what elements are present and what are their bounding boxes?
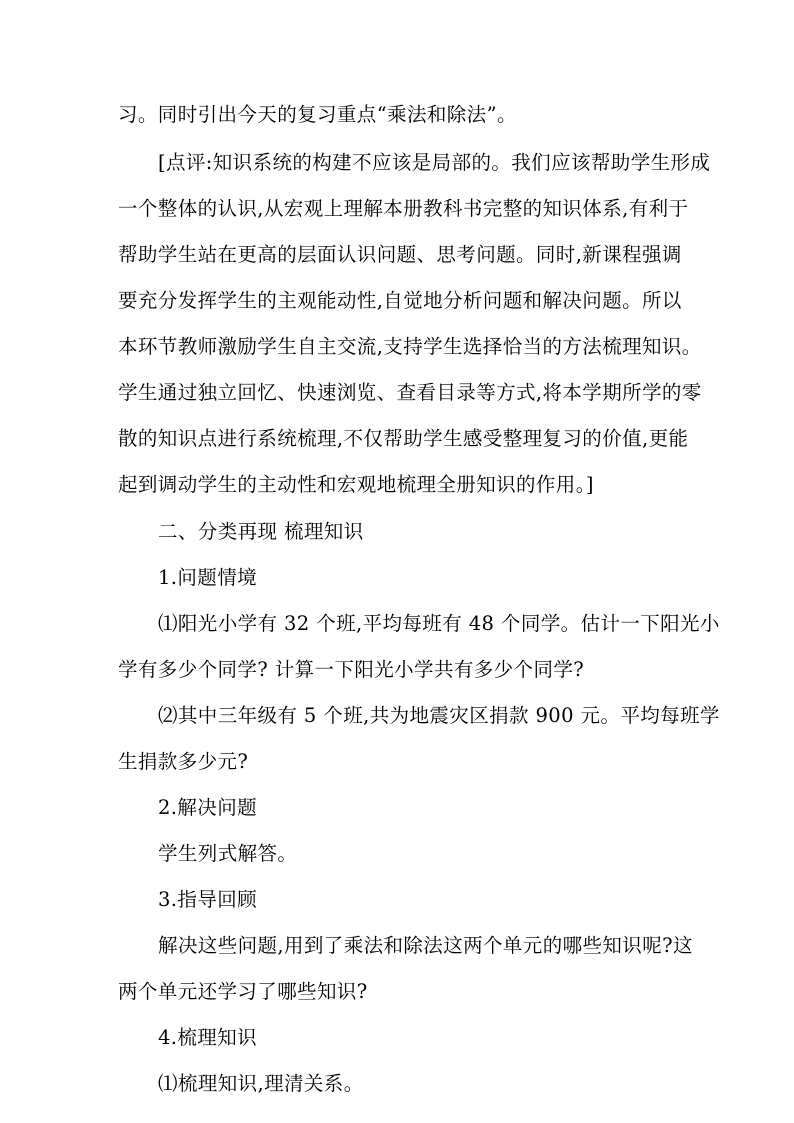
problem-1-line-1: ⑴阳光小学有 32 个班,平均每班有 48 个同学。估计一下阳光小 xyxy=(158,612,720,635)
problem-1-line-2: 学有多少个同学? 计算一下阳光小学共有多少个同学? xyxy=(118,658,585,681)
commentary-line-5: 本环节教师激励学生自主交流,支持学生选择恰当的方法梳理知识。 xyxy=(118,335,702,358)
commentary-line-2: 一个整体的认识,从宏观上理解本册教科书完整的知识体系,有利于 xyxy=(118,197,689,220)
step-1-heading: 1.问题情境 xyxy=(158,566,258,589)
problem-2-line-2: 生捐款多少元? xyxy=(118,750,249,773)
step-3-line-1: 解决这些问题,用到了乘法和除法这两个单元的哪些知识呢?这 xyxy=(158,934,693,957)
step-3-heading: 3.指导回顾 xyxy=(158,888,258,911)
commentary-line-1: [点评:知识系统的构建不应该是局部的。我们应该帮助学生形成 xyxy=(158,151,711,174)
step-4-heading: 4.梳理知识 xyxy=(158,1026,258,1049)
step-4-item-1: ⑴梳理知识,理清关系。 xyxy=(158,1072,364,1095)
problem-2-line-1: ⑵其中三年级有 5 个班,共为地震灾区捐款 900 元。平均每班学 xyxy=(158,704,720,727)
commentary-line-6: 学生通过独立回忆、快速浏览、查看目录等方式,将本学期所学的零 xyxy=(118,381,702,404)
intro-line-1: 习。同时引出今天的复习重点“乘法和除法”。 xyxy=(118,103,517,126)
commentary-line-3: 帮助学生站在更高的层面认识问题、思考问题。同时,新课程强调 xyxy=(118,243,682,266)
step-3-line-2: 两个单元还学习了哪些知识? xyxy=(118,980,368,1003)
commentary-line-7: 散的知识点进行系统梳理,不仅帮助学生感受整理复习的价值,更能 xyxy=(118,427,689,450)
step-2-text: 学生列式解答。 xyxy=(158,842,298,865)
commentary-line-4: 要充分发挥学生的主观能动性,自觉地分析问题和解决问题。所以 xyxy=(118,289,682,312)
section-heading: 二、分类再现 梳理知识 xyxy=(158,520,364,543)
step-2-heading: 2.解决问题 xyxy=(158,796,258,819)
commentary-line-8: 起到调动学生的主动性和宏观地梳理全册知识的作用。] xyxy=(118,473,594,496)
